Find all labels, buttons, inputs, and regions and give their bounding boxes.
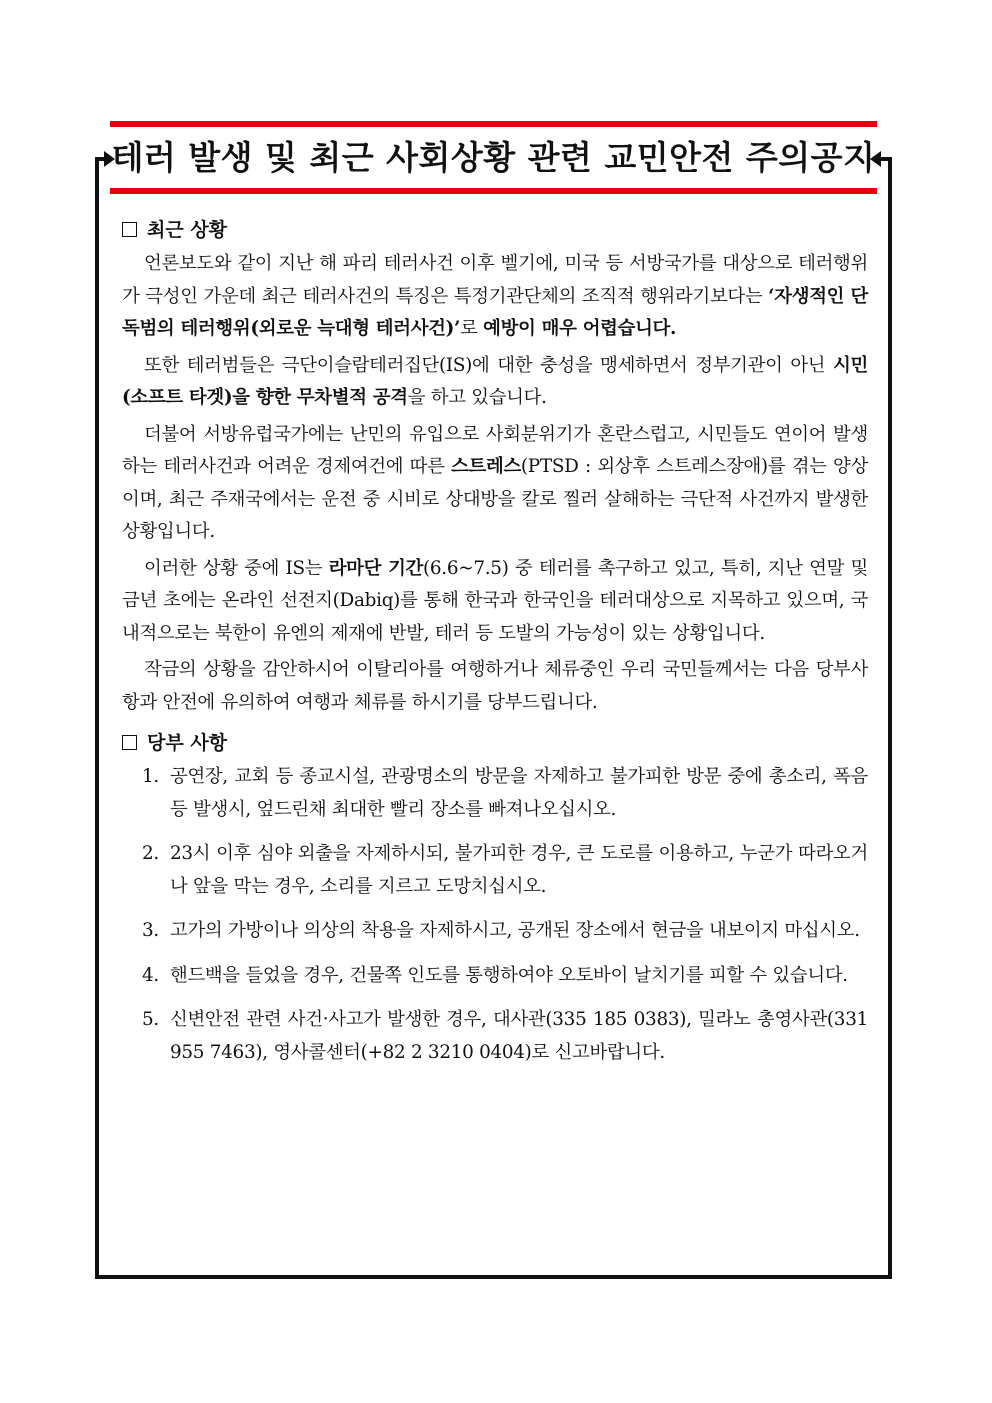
section-heading-recent: 최근 상황 <box>122 212 868 248</box>
paragraph-1: 언론보도와 같이 지난 해 파리 테러사건 이후 벨기에, 미국 등 서방국가를 대상으로 테러행위가 극성인 가운데 최근 테러사건의 특징은 특정기관단체의 조직적 행위라기보다는 ‘자생적인 단독범의 테러행위(외로운 늑대형 테러사건)’로 예방이 매우 어렵습니다. <box>122 253 868 339</box>
notice-content <box>122 212 868 1081</box>
paragraph-4: 이러한 상황 중에 IS는 라마단 기간(6.6~7.5) 중 테러를 촉구하고 있고, 특히, 지난 연말 및 금년 초에는 온라인 선전지(Dabiq)를 통해 한국과 한국인을 테러대상으로 지목하고 있으며, 국내적으로는 북한이 유엔의 제재에 반발, 테러 등 도발의 가능성이 있는 상황입니다. <box>122 557 868 644</box>
section-heading-requests: 당부 사항 <box>122 725 868 761</box>
title-top-rule <box>110 121 877 127</box>
paragraph-3: 더불어 서방유럽국가에는 난민의 유입으로 사회분위기가 혼란스럽고, 시민들도 연이어 발생하는 테러사건과 어려운 경제여건에 따른 스트레스(PTSD : 외상후 스트레스장애)를 겪는 양상이며, 최근 주재국에서는 운전 중 시비로 상대방을 칼로 찔러 살해하는 극단적 사건까지 발생한 상황입니다. <box>122 423 868 542</box>
list-item: 3. 고가의 가방이나 의상의 착용을 자제하시고, 공개된 장소에서 현금을 내보이지 마십시오. <box>142 920 860 941</box>
paragraph-5: 작금의 상황을 감안하시어 이탈리아를 여행하거나 체류중인 우리 국민들께서는 다음 당부사항과 안전에 유의하여 여행과 체류를 하시기를 당부드립니다. <box>122 659 868 713</box>
list-item: 1. 공연장, 교회 등 종교시설, 관광명소의 방문을 자제하고 불가피한 방문 중에 총소리, 폭음등 발생시, 엎드린채 최대한 빨리 장소를 빠져나오십시오. <box>142 766 868 820</box>
paragraph-2: 또한 테러범들은 극단이슬람테러집단(IS)에 대한 충성을 맹세하면서 정부기관이 아닌 시민(소프트 타겟)을 향한 무차별적 공격을 하고 있습니다. <box>122 354 868 408</box>
page-title: 테러 발생 및 최근 사회상황 관련 교민안전 주의공지 <box>111 138 876 177</box>
checkbox-square-icon <box>122 222 137 237</box>
list-item: 2. 23시 이후 심야 외출을 자제하시되, 불가피한 경우, 큰 도로를 이용하고, 누군가 따라오거나 앞을 막는 경우, 소리를 지르고 도망치십시오. <box>142 843 868 897</box>
request-list <box>122 761 868 1069</box>
list-item: 5. 신변안전 관련 사건·사고가 발생한 경우, 대사관(335 185 0383), 밀라노 총영사관(331 955 7463), 영사콜센터(+82 2 3210 0404)로 신고바랍니다. <box>142 1009 868 1063</box>
list-item: 4. 핸드백을 들었을 경우, 건물쪽 인도를 통행하여야 오토바이 날치기를 피할 수 있습니다. <box>142 964 848 986</box>
checkbox-square-icon <box>122 735 137 750</box>
